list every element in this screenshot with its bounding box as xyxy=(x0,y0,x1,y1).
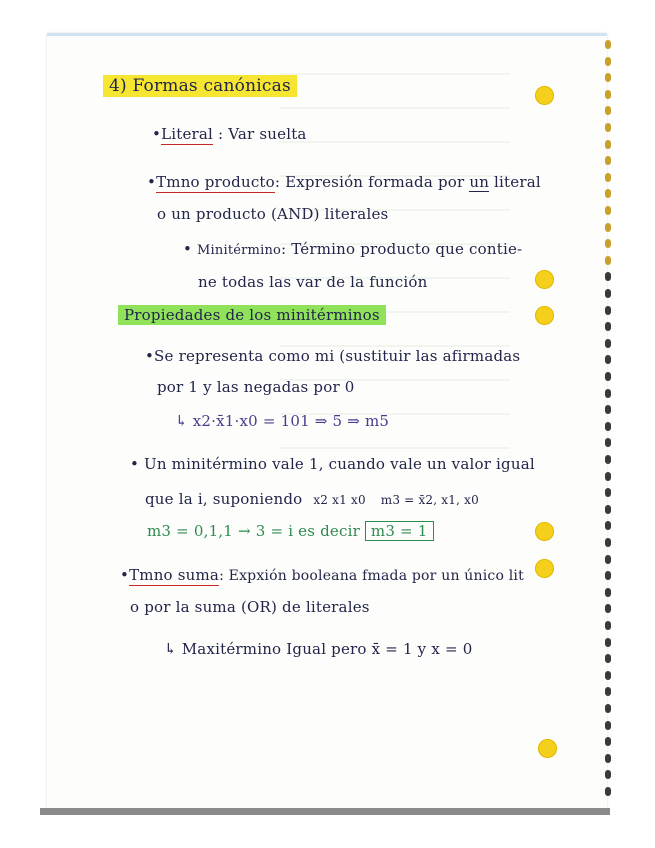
spiral-coil xyxy=(605,206,611,215)
yellow-dot-sticker xyxy=(535,270,554,289)
propiedad-1-line1: •Se representa como mi (sustituir las afirmadas xyxy=(145,347,521,365)
spiral-coil xyxy=(605,770,611,779)
suma-term: Tmno suma xyxy=(129,566,220,584)
bullet: • xyxy=(183,240,193,258)
maxitermino-def: Igual pero x̄ = 1 y x = 0 xyxy=(286,640,473,658)
page-bottom-edge xyxy=(40,808,610,815)
propiedad-2-line3 xyxy=(147,522,434,540)
spiral-coil xyxy=(605,488,611,497)
producto-term: Tmno producto xyxy=(156,173,275,191)
spiral-coil xyxy=(605,538,611,547)
bullet: • xyxy=(152,125,162,143)
producto-definition-line2: o un producto (AND) literales xyxy=(157,205,389,223)
propiedad-2-line2-b: x2 x1 x0 xyxy=(313,493,366,507)
spiral-coil xyxy=(605,90,611,99)
spiral-coil xyxy=(605,671,611,680)
propiedad-1-line2: por 1 y las negadas por 0 xyxy=(157,378,355,396)
yellow-dot-sticker xyxy=(535,306,554,325)
spiral-coil xyxy=(605,372,611,381)
propiedad-2-line2-c: m3 = x̄2, x1, x0 xyxy=(380,493,479,507)
spiral-coil xyxy=(605,754,611,763)
spiral-coil xyxy=(605,173,611,182)
propiedad-2-line3-a: m3 = 0,1,1 → 3 = i es decir xyxy=(147,522,360,540)
minitermino-def-1: : Término producto que contie- xyxy=(281,240,523,258)
producto-definition xyxy=(147,173,541,191)
yellow-dot-sticker xyxy=(535,559,554,578)
spiral-coil xyxy=(605,339,611,348)
spiral-coil xyxy=(605,57,611,66)
spiral-coil xyxy=(605,704,611,713)
spiral-coil xyxy=(605,787,611,796)
spiral-coil xyxy=(605,521,611,530)
spiral-coil xyxy=(605,223,611,232)
section-heading-text: 4) Formas canónicas xyxy=(103,75,297,97)
spiral-coil xyxy=(605,737,611,746)
maxitermino-term: ↳ Maxitérmino xyxy=(164,640,282,658)
spiral-coil xyxy=(605,621,611,630)
spiral-coil xyxy=(605,389,611,398)
spiral-coil xyxy=(605,156,611,165)
producto-def-1: : Expresión formada por xyxy=(274,173,470,191)
spiral-coil xyxy=(605,472,611,481)
page-top-edge xyxy=(47,33,607,36)
spiral-coil xyxy=(605,721,611,730)
spiral-coil xyxy=(605,189,611,198)
literal-def: : Var suelta xyxy=(218,125,307,143)
m3-boxed-result: m3 = 1 xyxy=(365,521,434,541)
spiral-coil xyxy=(605,140,611,149)
spiral-coil xyxy=(605,256,611,265)
spiral-coil xyxy=(605,505,611,514)
spiral-coil xyxy=(605,73,611,82)
spiral-coil xyxy=(605,422,611,431)
spiral-coil xyxy=(605,687,611,696)
spiral-coil xyxy=(605,654,611,663)
spiral-coil xyxy=(605,123,611,132)
spiral-coil xyxy=(605,588,611,597)
producto-def-2: literal xyxy=(489,173,541,191)
spiral-coil xyxy=(605,239,611,248)
propiedades-heading xyxy=(118,306,386,324)
bullet: • xyxy=(147,173,157,191)
spiral-coil xyxy=(605,355,611,364)
propiedad-2-line2 xyxy=(145,490,479,508)
spiral-coil xyxy=(605,455,611,464)
spiral-coil xyxy=(605,289,611,298)
spiral-coil xyxy=(605,322,611,331)
spiral-coil xyxy=(605,405,611,414)
propiedad-2-line2-a: que la i, suponiendo xyxy=(145,490,303,508)
spiral-coil xyxy=(605,106,611,115)
maxitermino-line xyxy=(164,640,472,658)
minitermino-definition xyxy=(183,240,522,258)
minitermino-definition-line2: ne todas las var de la función xyxy=(198,273,428,291)
spiral-coil xyxy=(605,571,611,580)
propiedad-1-example: ↳ x2·x̄1·x0 = 101 ⇒ 5 ⇒ m5 xyxy=(175,412,390,430)
bullet: • xyxy=(120,566,130,584)
suma-definition-line2: o por la suma (OR) de literales xyxy=(130,598,370,616)
literal-definition xyxy=(152,125,307,143)
spiral-coil xyxy=(605,555,611,564)
spiral-coil xyxy=(605,638,611,647)
propiedades-heading-text: Propiedades de los minitérminos xyxy=(118,305,386,325)
spiral-coil xyxy=(605,40,611,49)
spiral-coil xyxy=(605,438,611,447)
section-heading xyxy=(103,76,297,96)
suma-definition xyxy=(120,566,524,584)
spiral-coil xyxy=(605,272,611,281)
suma-def-1: : Expxión booleana fmada por un único lit xyxy=(219,568,524,584)
spiral-coil xyxy=(605,604,611,613)
spiral-coil xyxy=(605,306,611,315)
producto-def-un: un xyxy=(469,173,490,191)
yellow-dot-sticker xyxy=(538,739,557,758)
yellow-dot-sticker xyxy=(535,86,554,105)
propiedad-2-line1: • Un minitérmino vale 1, cuando vale un valor igual xyxy=(130,455,535,473)
literal-term: Literal xyxy=(161,125,214,143)
minitermino-term: Minitérmino xyxy=(197,243,282,258)
yellow-dot-sticker xyxy=(535,522,554,541)
